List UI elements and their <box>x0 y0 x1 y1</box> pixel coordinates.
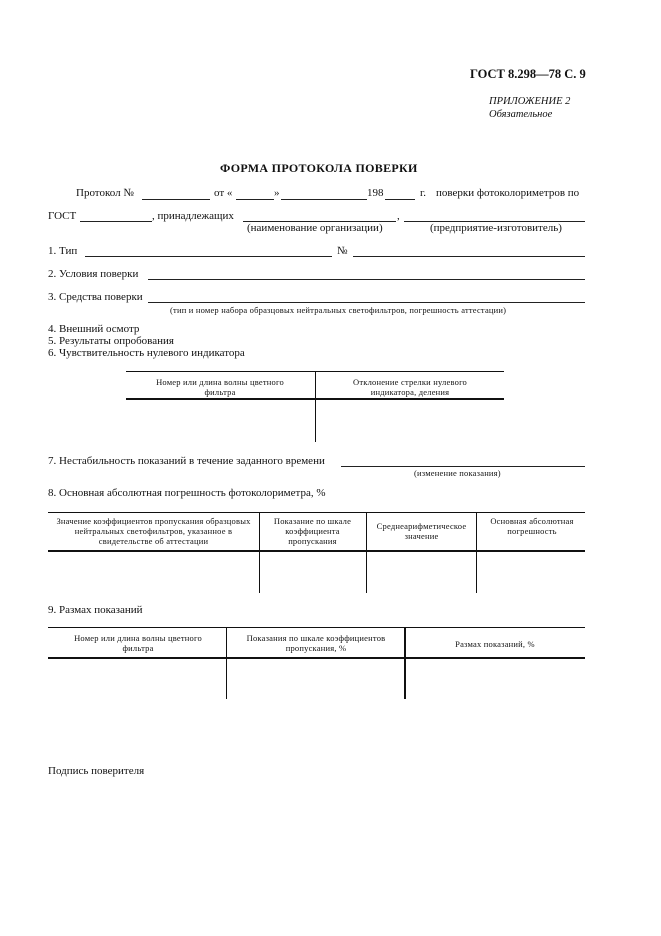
gost-number-field[interactable] <box>80 221 152 222</box>
item-3-label: 3. Средства поверки <box>48 291 143 303</box>
table-3-divider-2 <box>404 627 406 699</box>
belonging-label: , принадлежащих <box>152 210 234 222</box>
instability-field[interactable] <box>341 466 585 467</box>
item-3-caption: (тип и номер набора образцовых нейтральных светофильтров, погрешность аттестации) <box>170 305 507 315</box>
table-3-header-readings: Показания по шкале коэффициентов пропускания, % <box>246 633 386 653</box>
mandatory-label: Обязательное <box>489 109 553 120</box>
means-field[interactable] <box>148 302 585 303</box>
item-2-label: 2. Условия поверки <box>48 268 139 280</box>
conditions-field[interactable] <box>148 279 585 280</box>
item-4-label: 4. Внешний осмотр <box>48 323 140 335</box>
table-2-header-error: Основная абсолютная погрешность <box>490 516 574 536</box>
table-2-header-reading: Показание по шкале коэффициента пропускания <box>273 516 352 546</box>
gost-label: ГОСТ <box>48 210 77 222</box>
item-9-label: 9. Размах показаний <box>48 604 143 616</box>
table-3-header-filter: Номер или длина волны цветного фильтра <box>74 633 202 653</box>
item-7-label: 7. Нестабильность показаний в течение заданного времени <box>48 455 325 467</box>
item-8-label: 8. Основная абсолютная погрешность фотоколориметра, % <box>48 487 326 499</box>
item-7-caption: (изменение показания) <box>414 468 501 478</box>
item-5-label: 5. Результаты опробования <box>48 335 174 347</box>
table-3-top-border <box>48 627 585 628</box>
table-2-header-reference: Значение коэффициентов пропускания образцовых нейтральных светофильтров, указанное в свидетельстве об аттестации <box>56 516 251 546</box>
belonging-comma: , <box>397 210 400 222</box>
protocol-month-field[interactable] <box>281 199 367 200</box>
signature-label: Подпись поверителя <box>48 765 145 777</box>
protocol-g: г. <box>420 187 427 199</box>
protocol-day-field[interactable] <box>236 199 274 200</box>
protocol-label: Протокол № <box>76 187 134 199</box>
table-3-header-border <box>48 657 585 659</box>
serial-number-field[interactable] <box>353 256 585 257</box>
table-2-header-mean: Среднеарифметическое значение <box>376 521 467 541</box>
protocol-purpose: поверки фотоколориметров по <box>436 187 580 199</box>
item-1-number-sign: № <box>337 245 348 257</box>
table-1-column-divider <box>315 371 316 442</box>
table-1-header-filter: Номер или длина волны цветного фильтра <box>156 377 284 397</box>
type-field[interactable] <box>85 256 332 257</box>
page-title: ФОРМА ПРОТОКОЛА ПОВЕРКИ <box>220 161 418 175</box>
table-2-divider-3 <box>476 512 477 593</box>
table-2-divider-1 <box>259 512 260 593</box>
table-3-divider-1 <box>226 627 227 699</box>
table-2-top-border <box>48 512 585 513</box>
item-6-label: 6. Чувствительность нулевого индикатора <box>48 347 245 359</box>
document-code: ГОСТ 8.298—78 С. 9 <box>470 67 586 81</box>
organization-caption: (наименование организации) <box>247 222 383 234</box>
protocol-quote-close: » <box>274 187 280 199</box>
table-2-header-border <box>48 550 585 552</box>
manufacturer-caption: (предприятие-изготовитель) <box>430 222 562 234</box>
protocol-year: 198 <box>367 187 384 199</box>
protocol-number-field[interactable] <box>142 199 210 200</box>
protocol-from: от « <box>214 187 233 199</box>
table-3-header-range: Размах показаний, % <box>455 639 535 649</box>
table-2-divider-2 <box>366 512 367 593</box>
item-1-type-label: 1. Тип <box>48 245 78 257</box>
appendix-label: ПРИЛОЖЕНИЕ 2 <box>489 96 571 107</box>
protocol-year-field[interactable] <box>385 199 415 200</box>
table-1-header-deviation: Отклонение стрелки нулевого индикатора, деления <box>352 377 468 397</box>
